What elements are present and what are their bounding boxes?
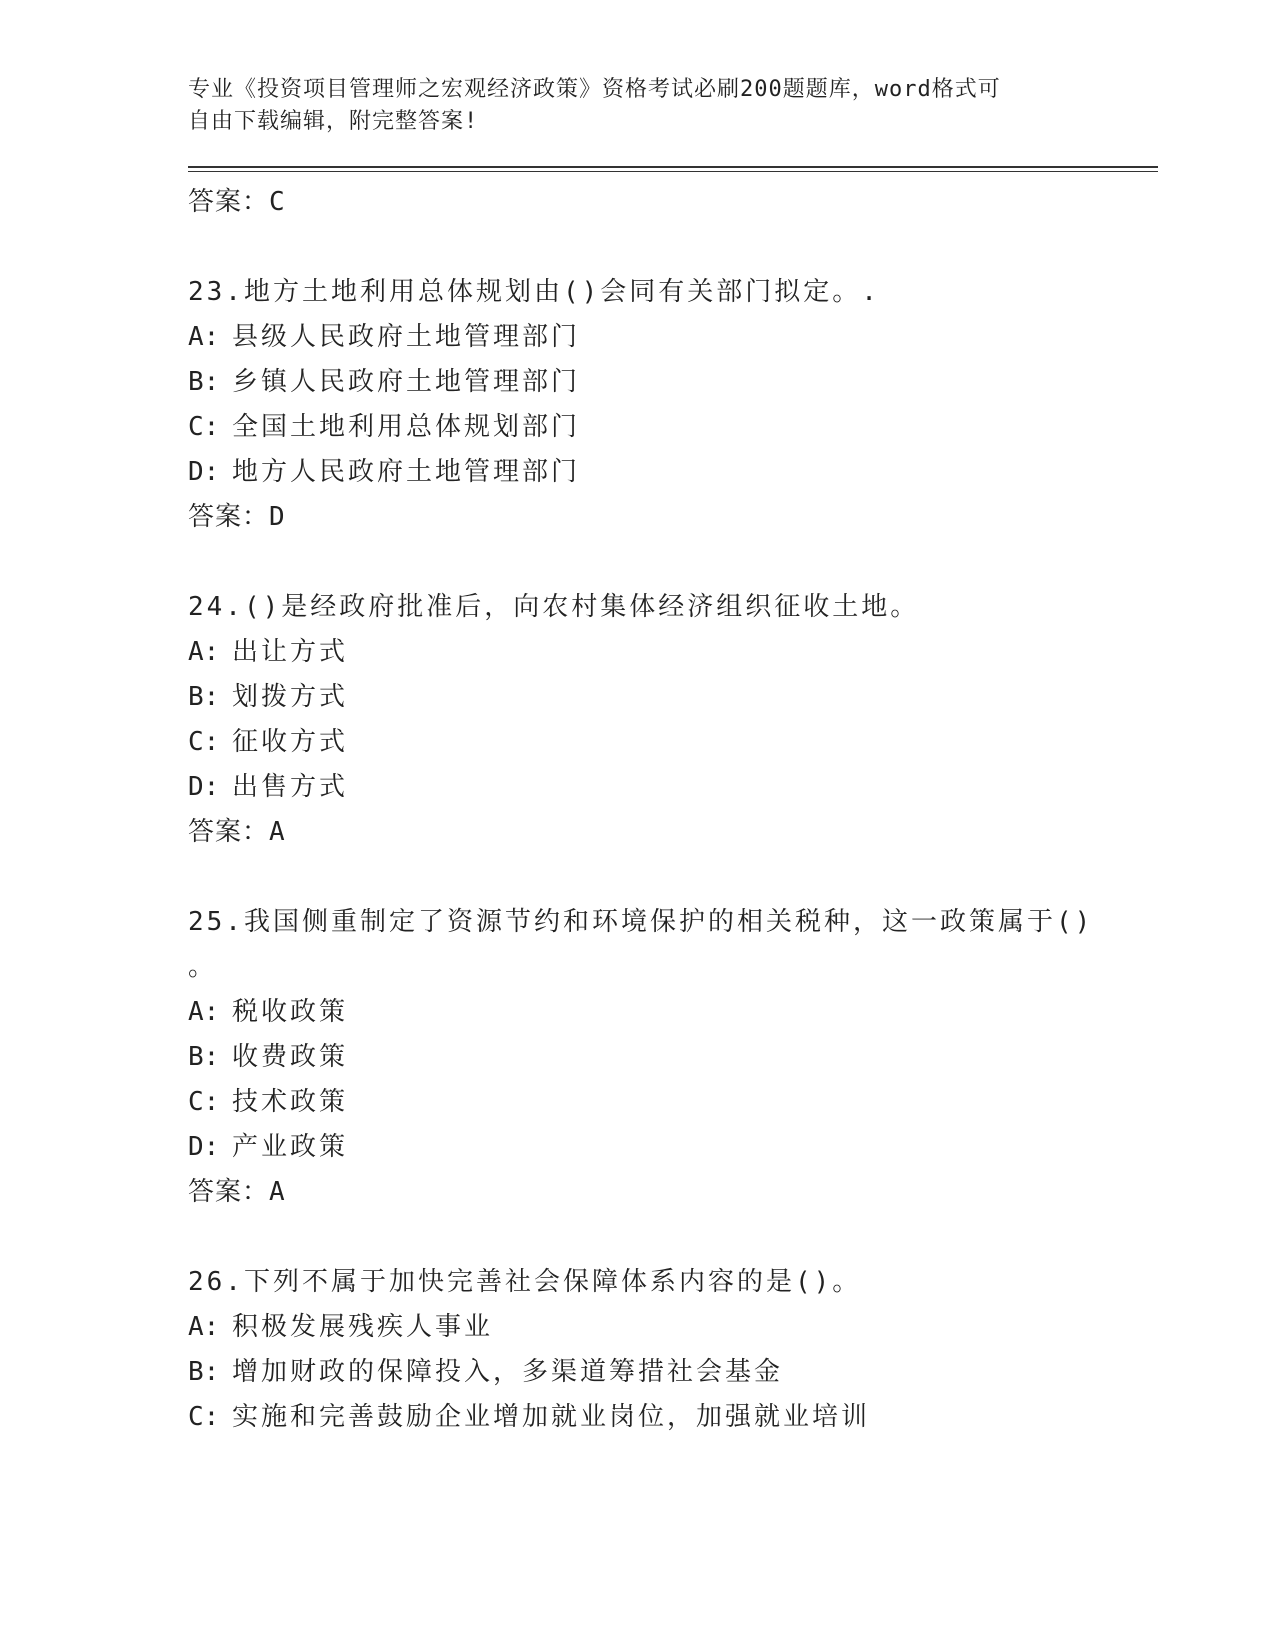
document-page <box>188 74 1158 1440</box>
answer-line: 答案：C <box>188 187 286 217</box>
option-text: 出让方式 <box>232 637 349 667</box>
option-key: D: <box>188 1132 220 1162</box>
answer-line: 答案：A <box>188 1177 286 1207</box>
option-d <box>188 450 1158 495</box>
option-key: C: <box>188 1087 220 1117</box>
option-key: B: <box>188 682 220 712</box>
option-text: 征收方式 <box>232 727 349 757</box>
option-c <box>188 405 1158 450</box>
header-line-1: 专业《投资项目管理师之宏观经济政策》资格考试必刷200题题库，word格式可 <box>188 77 1001 102</box>
question-26 <box>188 1260 1158 1440</box>
option-text: 技术政策 <box>232 1087 349 1117</box>
question-24 <box>188 585 1158 854</box>
question-stem: 26.下列不属于加快完善社会保障体系内容的是()。 <box>188 1267 862 1297</box>
question-25 <box>188 900 1158 1214</box>
option-key: A: <box>188 997 220 1027</box>
option-text: 划拨方式 <box>232 682 349 712</box>
question-stem: 24.()是经政府批准后，向农村集体经济组织征收土地。 <box>188 592 920 622</box>
question-stem-continuation: 。 <box>188 952 215 982</box>
option-c <box>188 1395 1158 1440</box>
document-header <box>188 74 1068 138</box>
option-text: 县级人民政府土地管理部门 <box>232 322 581 352</box>
option-text: 实施和完善鼓励企业增加就业岗位，加强就业培训 <box>232 1402 871 1432</box>
option-key: A: <box>188 637 220 667</box>
option-key: B: <box>188 367 220 397</box>
option-c <box>188 1080 1158 1125</box>
option-key: B: <box>188 1042 220 1072</box>
option-b <box>188 360 1158 405</box>
option-text: 出售方式 <box>232 772 349 802</box>
option-key: C: <box>188 412 220 442</box>
option-text: 收费政策 <box>232 1042 349 1072</box>
question-23 <box>188 270 1158 539</box>
option-text: 全国土地利用总体规划部门 <box>232 412 581 442</box>
option-c <box>188 720 1158 765</box>
header-divider <box>188 166 1158 172</box>
option-key: B: <box>188 1357 220 1387</box>
option-a <box>188 1305 1158 1350</box>
option-key: A: <box>188 1312 220 1342</box>
option-b <box>188 1350 1158 1395</box>
option-text: 乡镇人民政府土地管理部门 <box>232 367 581 397</box>
option-key: A: <box>188 322 220 352</box>
question-stem: 25.我国侧重制定了资源节约和环境保护的相关税种，这一政策属于() <box>188 907 1094 937</box>
answer-line: 答案：A <box>188 817 286 847</box>
option-text: 积极发展残疾人事业 <box>232 1312 494 1342</box>
option-a <box>188 315 1158 360</box>
option-d <box>188 765 1158 810</box>
option-b <box>188 1035 1158 1080</box>
option-key: D: <box>188 772 220 802</box>
option-text: 增加财政的保障投入，多渠道筹措社会基金 <box>232 1357 784 1387</box>
header-line-2: 自由下载编辑，附完整答案! <box>188 109 479 134</box>
option-a <box>188 630 1158 675</box>
answer-line: 答案：D <box>188 502 286 532</box>
option-a <box>188 990 1158 1035</box>
option-key: C: <box>188 727 220 757</box>
option-text: 产业政策 <box>232 1132 349 1162</box>
option-text: 税收政策 <box>232 997 349 1027</box>
option-b <box>188 675 1158 720</box>
option-d <box>188 1125 1158 1170</box>
option-key: D: <box>188 457 220 487</box>
question-stem: 23.地方土地利用总体规划由()会同有关部门拟定。. <box>188 277 880 307</box>
option-key: C: <box>188 1402 220 1432</box>
option-text: 地方人民政府土地管理部门 <box>232 457 581 487</box>
